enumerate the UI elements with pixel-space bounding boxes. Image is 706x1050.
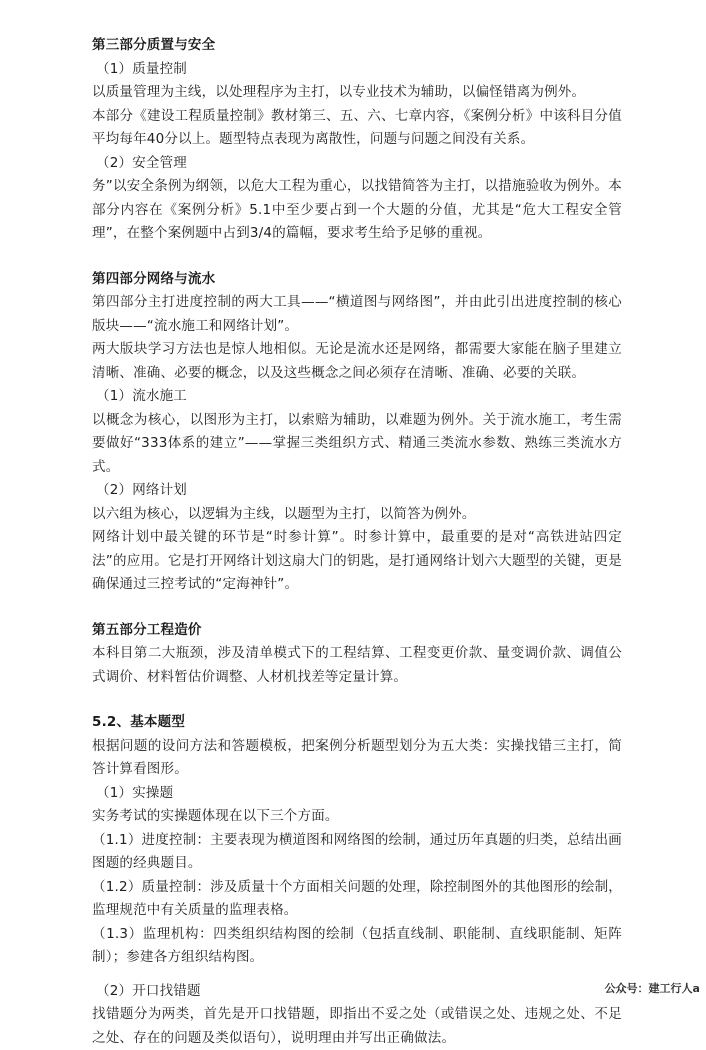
document-body — [92, 34, 622, 1050]
section-4-subheading-network: （2）网络计划 — [96, 482, 187, 498]
section-5-2-paragraph-1: 根据问题的设问方法和答题模板，把案例分析题型划分为五大类：实操找错三主打，简答计算看图形。 — [92, 737, 622, 777]
section-4-subheading-flow: （1）流水施工 — [96, 388, 187, 404]
section-5-2-item-1-1: （1.1）进度控制：主要表现为横道图和网络图的绘制，通过历年真题的归类，总结出画图题的经典题目。 — [92, 831, 622, 871]
section-4-paragraph-3: 以概念为核心，以图形为主打，以索赔为辅助，以难题为例外。关于流水施工，考生需要做好“333体系的建立”——掌握三类组织方式、精通三类流水参数、熟练三类流水方式。 — [92, 411, 622, 475]
section-5-2-subheading-practical: （1）实操题 — [96, 784, 174, 801]
section-4-paragraph-4: 以六组为核心，以逻辑为主线，以题型为主打，以简答为例外。 — [92, 505, 476, 522]
section-3-subheading-quality: （1）质量控制 — [96, 60, 187, 77]
section-5-2-paragraph-2: 实务考试的实操题体现在以下三个方面。 — [92, 808, 339, 824]
section-3-subheading-safety: （2）安全管理 — [96, 154, 187, 171]
section-3-paragraph-1: 以质量管理为主线，以处理程序为主打，以专业技术为辅助，以偏怪错离为例外。 — [92, 84, 586, 100]
section-3-title: 第三部分质置与安全 — [92, 37, 216, 53]
section-5-2-item-1-3: （1.3）监理机构：四类组织结构图的绘制（包括直线制、职能制、直线职能制、矩阵制）；参建各方组织结构图。 — [92, 925, 622, 965]
section-4-paragraph-2: 两大版块学习方法也是惊人地相似。无论是流水还是网络，都需要大家能在脑子里建立清晰、准确、必要的概念，以及这些概念之间必须存在清晰、准确、必要的关联。 — [92, 341, 622, 381]
section-3-paragraph-2: 本部分《建设工程质量控制》教材第三、五、六、七章内容，《案例分析》中该科目分值平均每年40分以上。题型特点表现为离散性，问题与问题之间没有关系。 — [92, 107, 622, 147]
section-5-paragraph-1: 本科目第二大瓶颈，涉及清单模式下的工程结算、工程变更价款、量变调价款、调值公式调价、材料暂估价调整、人材机找差等定量计算。 — [92, 645, 622, 685]
section-5-title: 第五部分工程造价 — [92, 621, 202, 638]
section-5-2-paragraph-3: 找错题分为两类，首先是开口找错题，即指出不妥之处（或错误之处、违规之处、不足之处、存在的问题及类似语句），说明理由并写出正确做法。 — [92, 1006, 622, 1046]
section-5-2-title: 5.2、基本题型 — [92, 714, 186, 730]
section-5-2-subheading-error-finding: （2）开口找错题 — [96, 982, 201, 999]
footer-account-label: 公众号：建工行人a — [604, 982, 700, 995]
section-4-title: 第四部分网络与流水 — [92, 270, 216, 287]
section-5-2-item-1-2: （1.2）质量控制：涉及质量十个方面相关问题的处理，除控制图外的其他图形的绘制，监理规范中有关质量的监理表格。 — [92, 878, 622, 918]
section-3-paragraph-3: 务”以安全条例为纲领，以危大工程为重心，以找错简答为主打，以措施验收为例外。本部分内容在《案例分析》5.1中至少要占到一个大题的分值，尤其是“危大工程安全管理”，在整个案例题中占到3/4的篇幅，要求考生给予足够的重视。 — [92, 178, 622, 241]
section-4-paragraph-5: 网络计划中最关键的环节是“时参计算”。时参计算中，最重要的是对“高铁进站四定法”的应用。它是打开网络计划这扇大门的钥匙，是打通网络计划六大题型的关键，更是确保通过三控考试的“定海神针”。 — [92, 529, 622, 592]
section-4-paragraph-1: 第四部分主打进度控制的两大工具——“横道图与网络图”，并由此引出进度控制的核心版块——“流水施工和网络计划”。 — [92, 294, 622, 334]
